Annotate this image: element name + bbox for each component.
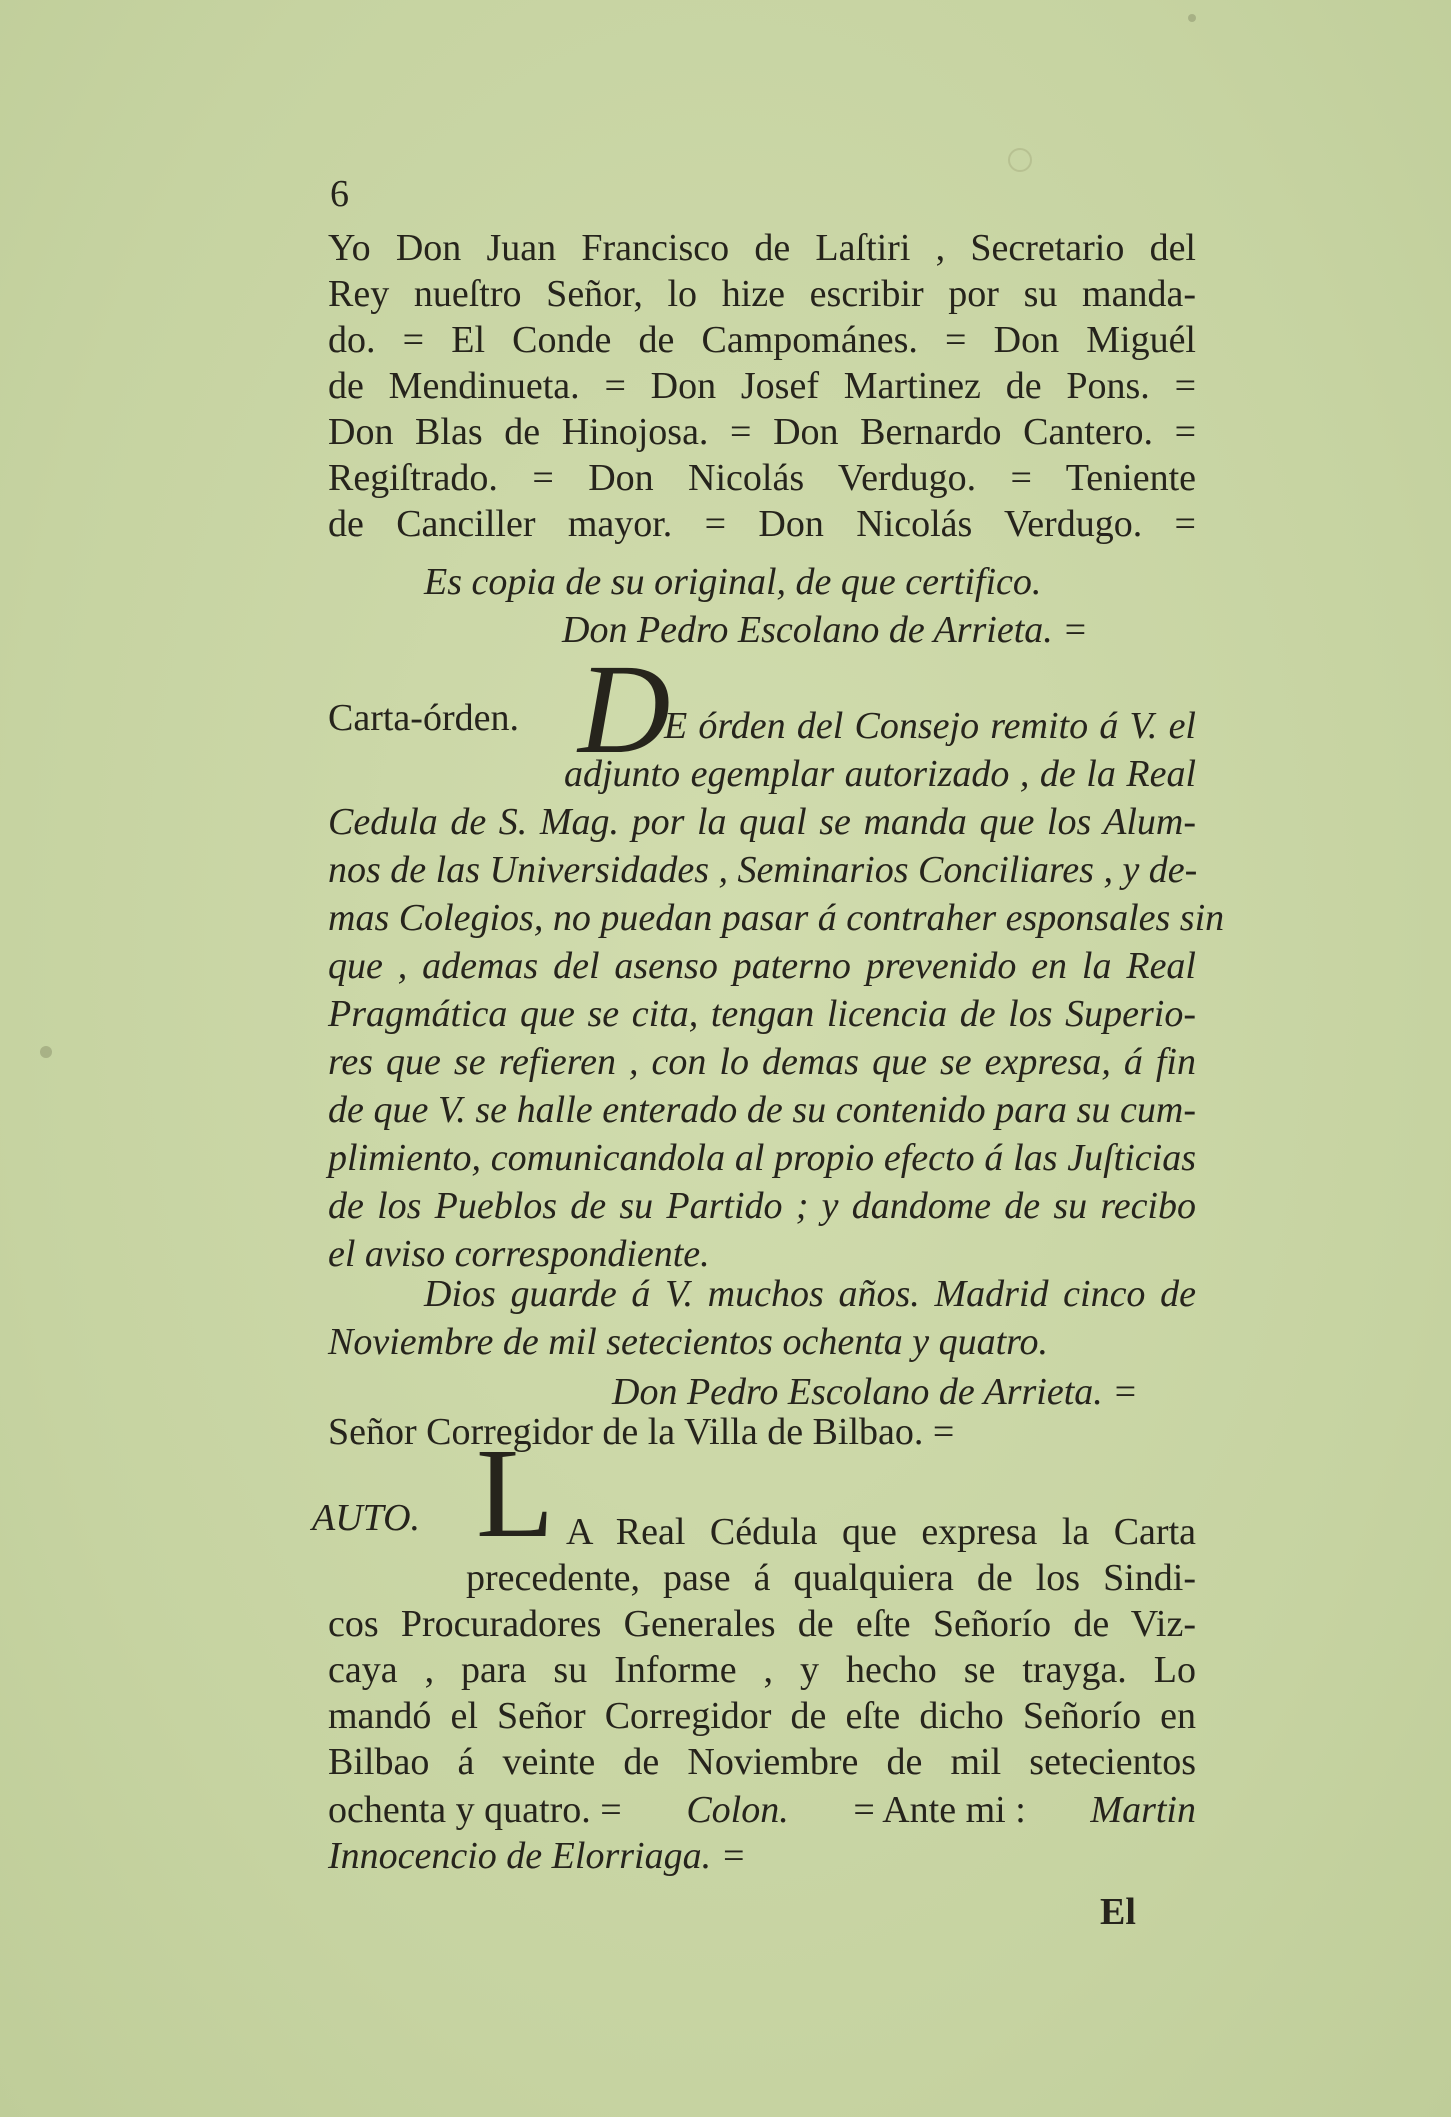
paper-speck (1188, 14, 1196, 22)
drop-cap: D (578, 638, 671, 780)
text-line: de Mendinueta. = Don Josef Martinez de Pons. = (328, 365, 1196, 407)
text-span: = Ante mi : (853, 1789, 1026, 1831)
text-line: el aviso correspondiente. (328, 1233, 710, 1275)
text-line: de los Pueblos de su Partido ; y dandome de su recibo (328, 1185, 1196, 1227)
text-line: mandó el Señor Corregidor de eſte dicho Señorío en (328, 1695, 1196, 1737)
text-line: Rey nueſtro Señor, lo hize escribir por su manda- (328, 273, 1196, 315)
closing-line: Dios guarde á V. muchos años. Madrid cinco de (424, 1273, 1196, 1315)
certification-line: Es copia de su original, de que certifico. (424, 561, 1042, 603)
text-line: cos Procuradores Generales de eſte Señorío de Viz- (328, 1603, 1196, 1645)
text-span: Martin (1090, 1789, 1196, 1831)
text-line: A Real Cédula que expresa la Carta (566, 1511, 1196, 1553)
text-line: res que se refieren , con lo demas que se expresa, á fin (328, 1041, 1196, 1083)
text-line: mas Colegios, no puedan pasar á contraher esponsales sin (328, 897, 1225, 939)
signature-line: Don Pedro Escolano de Arrieta. = (612, 1371, 1138, 1413)
text-line: do. = El Conde de Campománes. = Don Miguél (328, 319, 1196, 361)
page-number: 6 (330, 173, 349, 215)
text-line: E órden del Consejo remito á V. el (664, 705, 1196, 747)
text-line: caya , para su Informe , y hecho se trayga. Lo (328, 1649, 1196, 1691)
text-span: Colon. (686, 1789, 789, 1831)
text-line: de Canciller mayor. = Don Nicolás Verdugo. = (328, 503, 1196, 545)
signature-line: Don Pedro Escolano de Arrieta. = (562, 609, 1088, 651)
text-line: Innocencio de Elorriaga. = (328, 1835, 747, 1877)
text-line: Bilbao á veinte de Noviembre de mil setecientos (328, 1741, 1196, 1783)
text-line: precedente, pase á qualquiera de los Sindi- (466, 1557, 1196, 1599)
paper-speck (1008, 148, 1032, 172)
text-line: plimiento, comunicandola al propio efecto á las Juſticias (328, 1137, 1196, 1179)
text-line: Cedula de S. Mag. por la qual se manda que los Alum- (328, 801, 1196, 843)
text-line: Yo Don Juan Francisco de Laſtiri , Secretario del (328, 227, 1196, 269)
text-line: Pragmática que se cita, tengan licencia de los Superio- (328, 993, 1196, 1035)
text-line: que , ademas del asenso paterno prevenido en la Real (328, 945, 1196, 987)
text-line: adjunto egemplar autorizado , de la Real (564, 753, 1196, 795)
text-span: ochenta y quatro. = (328, 1789, 622, 1831)
addressee-line: Señor Corregidor de la Villa de Bilbao. = (328, 1411, 955, 1453)
text-line: nos de las Universidades , Seminarios Conciliares , y de- (328, 849, 1198, 891)
text-line-mixed (328, 1788, 1196, 1832)
side-label: AUTO. (312, 1497, 421, 1539)
text-line: de que V. se halle enterado de su contenido para su cum- (328, 1089, 1196, 1131)
closing-line: Noviembre de mil setecientos ochenta y quatro. (328, 1321, 1049, 1363)
side-label: Carta-órden. (328, 697, 519, 739)
drop-cap: L (476, 1422, 555, 1564)
text-line: Regiſtrado. = Don Nicolás Verdugo. = Teniente (328, 457, 1196, 499)
text-line: Don Blas de Hinojosa. = Don Bernardo Cantero. = (328, 411, 1196, 453)
catchword: El (1100, 1891, 1136, 1933)
paper-speck (40, 1046, 52, 1058)
